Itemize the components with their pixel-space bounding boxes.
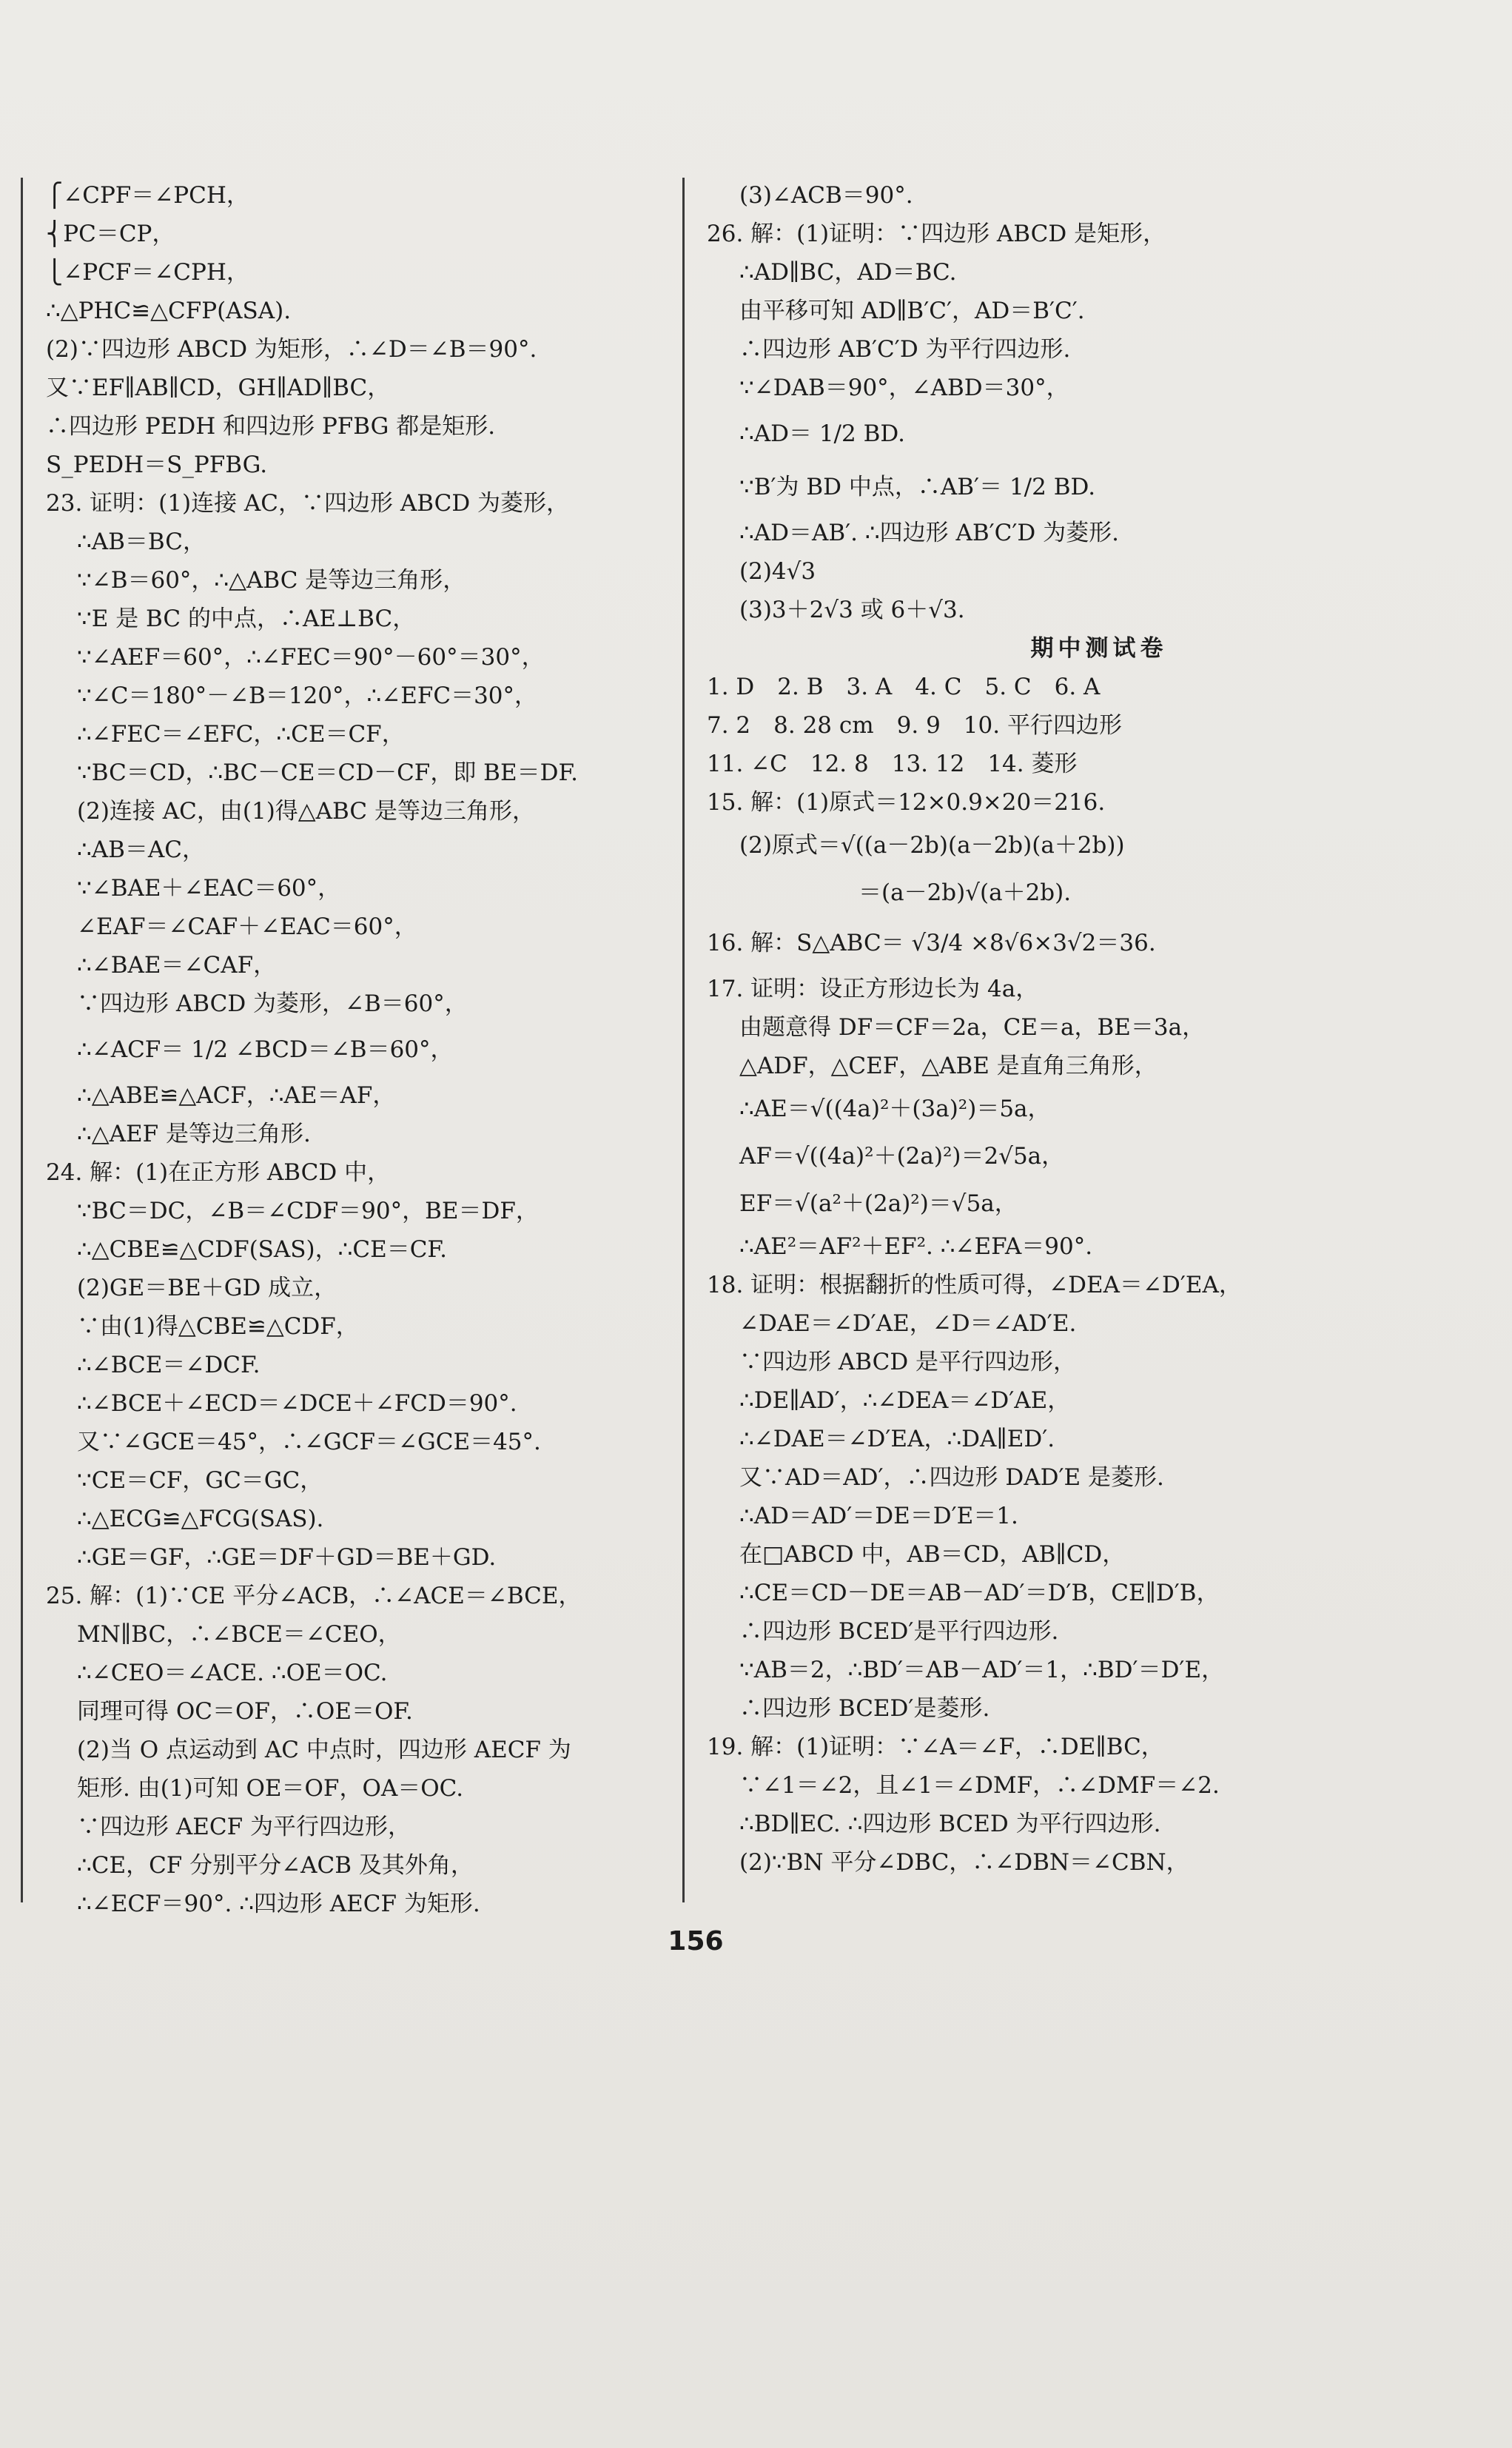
text-line: ∵∠AEF＝60°，∴∠FEC＝90°－60°＝30°， xyxy=(77,644,545,671)
text-line: MN∥BC，∴∠BCE＝∠CEO， xyxy=(77,1621,401,1648)
text-line: ∵AB＝2，∴BD′＝AB－AD′＝1，∴BD′＝D′E， xyxy=(739,1657,1225,1683)
text-line: (2)连接 AC，由(1)得△ABC 是等边三角形， xyxy=(77,798,535,825)
text-line: ∴AD＝AB′. ∴四边形 AB′C′D 为菱形. xyxy=(739,520,1119,546)
text-line: ∵∠DAB＝90°，∠ABD＝30°， xyxy=(739,375,1069,401)
text-line: ∴CE，CF 分别平分∠ACB 及其外角， xyxy=(77,1852,474,1879)
text-line: ∴∠CEO＝∠ACE. ∴OE＝OC. xyxy=(77,1660,388,1686)
text-line: EF＝√(a²＋(2a)²)＝√5a， xyxy=(739,1190,1018,1217)
question-17-heading: 17. 证明：设正方形边长为 4a， xyxy=(707,976,1039,1002)
text-line: 由题意得 DF＝CF＝2a，CE＝a，BE＝3a， xyxy=(739,1014,1206,1041)
text-line: ∴∠BCE＝∠DCF. xyxy=(77,1352,261,1378)
text-line: ∵∠B＝60°，∴△ABC 是等边三角形， xyxy=(77,567,466,594)
column-divider xyxy=(682,178,685,1902)
question-23-heading: 23. 证明：(1)连接 AC，∵四边形 ABCD 为菱形， xyxy=(46,490,570,517)
text-line: ∴BD∥EC. ∴四边形 BCED 为平行四边形. xyxy=(739,1811,1161,1837)
text-line: ∴△ECG≌△FCG(SAS). xyxy=(77,1506,324,1532)
text-line: △ADF，△CEF，△ABE 是直角三角形， xyxy=(739,1053,1157,1079)
text-line: AF＝√((4a)²＋(2a)²)＝2√5a， xyxy=(739,1143,1065,1170)
text-line: ∵BC＝CD，∴BC－CE＝CD－CF，即 BE＝DF. xyxy=(77,759,578,786)
text-line: (3)3＋2√3 或 6＋√3. xyxy=(739,597,965,623)
answer-row: 7. 2 8. 28 cm 9. 9 10. 平行四边形 xyxy=(707,712,1122,739)
text-line: (2)∵四边形 ABCD 为矩形，∴∠D＝∠B＝90°. xyxy=(46,336,537,363)
text-line: (2)当 O 点运动到 AC 中点时，四边形 AECF 为 xyxy=(77,1737,571,1763)
text-line: ∴AD＝ 1/2 BD. xyxy=(739,420,905,447)
question-25-heading: 25. 解：(1)∵CE 平分∠ACB，∴∠ACE＝∠BCE， xyxy=(46,1583,582,1609)
text-line: ∴△ABE≌△ACF，∴AE＝AF， xyxy=(77,1082,396,1109)
text-line: ∵∠1＝∠2，且∠1＝∠DMF，∴∠DMF＝∠2. xyxy=(739,1772,1220,1799)
text-line: ＝(a－2b)√(a＋2b). xyxy=(859,879,1072,906)
text-line: (2)原式＝√((a－2b)(a－2b)(a＋2b)) xyxy=(739,832,1125,859)
text-line: ∵∠BAE＋∠EAC＝60°， xyxy=(77,875,341,902)
text-line: ∴AE＝√((4a)²＋(3a)²)＝5a， xyxy=(739,1096,1051,1122)
question-24-heading: 24. 解：(1)在正方形 ABCD 中， xyxy=(46,1159,391,1186)
text-line: ∴CE＝CD－DE＝AB－AD′＝D′B，CE∥D′B， xyxy=(739,1580,1220,1606)
text-line: ∴AD＝AD′＝DE＝D′E＝1. xyxy=(739,1503,1018,1529)
text-line: ∠DAE＝∠D′AE，∠D＝∠AD′E. xyxy=(739,1310,1077,1337)
text-line: ∠EAF＝∠CAF＋∠EAC＝60°， xyxy=(77,913,417,940)
question-26-heading: 26. 解：(1)证明：∵四边形 ABCD 是矩形， xyxy=(707,221,1166,247)
page-number: 156 xyxy=(668,1926,724,1956)
text-line: ∴∠BCE＋∠ECD＝∠DCE＋∠FCD＝90°. xyxy=(77,1390,517,1417)
text-line: 同理可得 OC＝OF，∴OE＝OF. xyxy=(77,1698,413,1725)
answer-row: 1. D 2. B 3. A 4. C 5. C 6. A xyxy=(707,674,1101,700)
text-line: ∵E 是 BC 的中点，∴AE⊥BC， xyxy=(77,606,416,632)
text-line: ∴AB＝BC， xyxy=(77,529,206,555)
text-line: ∴AB＝AC， xyxy=(77,836,205,863)
right-column xyxy=(707,176,1491,1882)
text-line: ∵四边形 ABCD 为菱形，∠B＝60°， xyxy=(77,990,468,1017)
text-line: ∴GE＝GF，∴GE＝DF＋GD＝BE＋GD. xyxy=(77,1544,497,1571)
text-line: (3)∠ACB＝90°. xyxy=(739,182,913,209)
text-line: ∵四边形 ABCD 是平行四边形， xyxy=(739,1349,1077,1375)
question-19-heading: 19. 解：(1)证明：∵∠A＝∠F，∴DE∥BC， xyxy=(707,1734,1164,1760)
text-line: ∵∠C＝180°－∠B＝120°，∴∠EFC＝30°， xyxy=(77,683,538,709)
text-line: ∴AE²＝AF²＋EF². ∴∠EFA＝90°. xyxy=(739,1233,1093,1260)
section-title: 期中测试卷 xyxy=(1030,635,1168,662)
text-line: ⎨PC＝CP， xyxy=(46,221,175,247)
text-line: (2)GE＝BE＋GD 成立， xyxy=(77,1275,337,1301)
text-line: ⎧∠CPF＝∠PCH， xyxy=(46,182,249,209)
text-line: 又∵EF∥AB∥CD，GH∥AD∥BC， xyxy=(46,375,391,401)
text-line: 在□ABCD 中，AB＝CD，AB∥CD， xyxy=(739,1541,1126,1568)
text-line: ⎩∠PCF＝∠CPH， xyxy=(46,259,249,286)
text-line: ∴∠DAE＝∠D′EA，∴DA∥ED′. xyxy=(739,1426,1055,1452)
text-line: ∴∠FEC＝∠EFC，∴CE＝CF， xyxy=(77,721,405,748)
text-line: ∴四边形 BCED′是菱形. xyxy=(739,1695,990,1722)
text-line: ∴四边形 AB′C′D 为平行四边形. xyxy=(739,336,1071,363)
question-18-heading: 18. 证明：根据翻折的性质可得，∠DEA＝∠D′EA， xyxy=(707,1272,1242,1298)
left-margin-rule xyxy=(21,178,23,1902)
text-line: ∴AD∥BC，AD＝BC. xyxy=(739,259,957,286)
text-line: ∴DE∥AD′，∴∠DEA＝∠D′AE， xyxy=(739,1387,1071,1414)
text-line: ∴∠ECF＝90°. ∴四边形 AECF 为矩形. xyxy=(77,1891,480,1917)
text-line: 又∵AD＝AD′，∴四边形 DAD′E 是菱形. xyxy=(739,1464,1164,1491)
text-line: (2)∵BN 平分∠DBC，∴∠DBN＝∠CBN， xyxy=(739,1849,1189,1876)
text-line: ∴四边形 PEDH 和四边形 PFBG 都是矩形. xyxy=(46,413,496,440)
text-line: ∵B′为 BD 中点，∴AB′＝ 1/2 BD. xyxy=(739,474,1096,500)
text-line: ∵由(1)得△CBE≌△CDF， xyxy=(77,1313,359,1340)
text-line: ∴四边形 BCED′是平行四边形. xyxy=(739,1618,1059,1645)
text-line: ∵CE＝CF，GC＝GC， xyxy=(77,1467,323,1494)
text-line: ∴△PHC≌△CFP(ASA). xyxy=(46,298,292,324)
text-line: ∴△AEF 是等边三角形. xyxy=(77,1121,311,1147)
question-15-heading: 15. 解：(1)原式＝12×0.9×20＝216. xyxy=(707,789,1106,816)
text-line: 矩形. 由(1)可知 OE＝OF，OA＝OC. xyxy=(77,1775,464,1802)
question-16-heading: 16. 解：S△ABC＝ √3/4 ×8√6×3√2＝36. xyxy=(707,930,1156,956)
text-line: ∴∠BAE＝∠CAF， xyxy=(77,952,277,979)
text-line: ∵BC＝DC，∠B＝∠CDF＝90°，BE＝DF， xyxy=(77,1198,539,1224)
left-column xyxy=(46,176,671,1923)
text-line: ∴∠ACF＝ 1/2 ∠BCD＝∠B＝60°， xyxy=(77,1036,454,1063)
text-line: 由平移可知 AD∥B′C′，AD＝B′C′. xyxy=(739,298,1085,324)
text-line: 又∵∠GCE＝45°，∴∠GCF＝∠GCE＝45°. xyxy=(77,1429,541,1455)
text-line: S_PEDH＝S_PFBG. xyxy=(46,452,268,478)
text-line: (2)4√3 xyxy=(739,558,816,585)
answer-row: 11. ∠C 12. 8 13. 12 14. 菱形 xyxy=(707,751,1078,777)
text-line: ∵四边形 AECF 为平行四边形， xyxy=(77,1814,411,1840)
text-line: ∴△CBE≌△CDF(SAS)，∴CE＝CF. xyxy=(77,1236,447,1263)
